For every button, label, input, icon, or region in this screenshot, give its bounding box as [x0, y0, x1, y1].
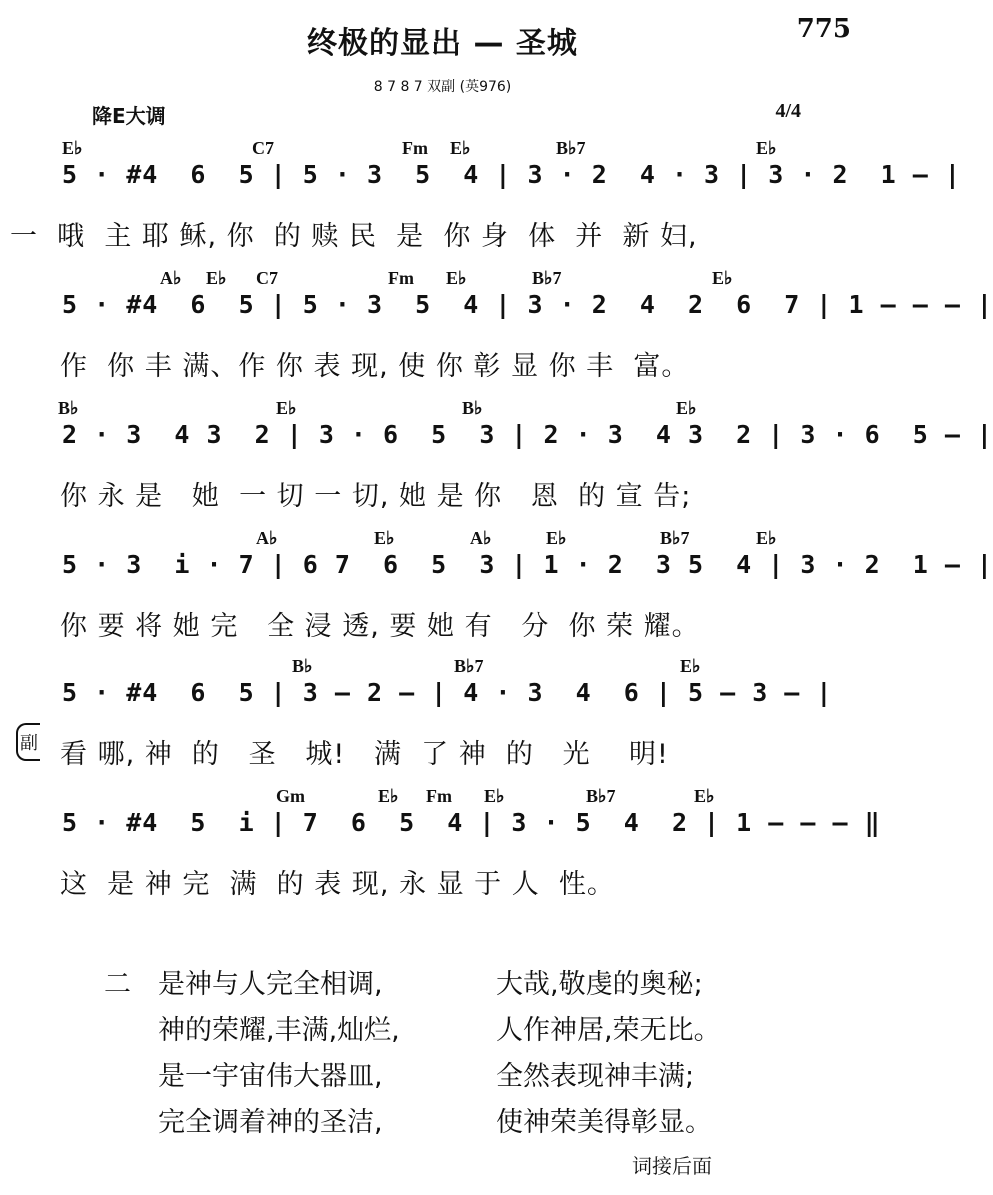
chord-symbol: B♭ — [292, 656, 313, 676]
lyric-line: 你 要 将 她 完 全 浸 透, 要 她 有 分 你 荣 耀。 — [60, 611, 700, 642]
chord-symbol: Fm — [402, 138, 428, 158]
notation-line: 5 · #4 6 5 | 3 — 2 — | 4 · 3 4 6 | 5 — 3 — | — [62, 678, 833, 707]
chord-symbol: B♭7 — [586, 786, 616, 806]
chord-symbol: B♭ — [462, 398, 483, 418]
chord-symbol: Gm — [276, 786, 305, 806]
chord-symbol: E♭ — [450, 138, 471, 158]
notation-line: 2 · 3 4 3 2 | 3 · 6 5 3 | 2 · 3 4 3 2 | 3 · 6 5 — | — [62, 420, 993, 449]
chord-symbol: B♭7 — [660, 528, 690, 548]
chord-symbol: E♭ — [712, 268, 733, 288]
time-signature: 4/4 — [775, 100, 801, 122]
key-signature: 降E大调 — [92, 104, 166, 128]
verse-line-right: 全然表现神丰满; — [496, 1061, 695, 1092]
chord-symbol: E♭ — [756, 138, 777, 158]
chorus-marker: 副 — [16, 723, 40, 761]
notation-line: 5 · #4 6 5 | 5 · 3 5 4 | 3 · 2 4 2 6 7 | 1 — — — | — [62, 290, 993, 319]
chord-symbol: C7 — [252, 138, 274, 158]
lyric-line: 看 哪, 神 的 圣 城! 满 了 神 的 光 明! — [60, 739, 669, 770]
chord-symbol: A♭ — [470, 528, 492, 548]
notation-line: 5 · #4 5 i | 7 6 5 4 | 3 · 5 4 2 | 1 — — — ‖ — [62, 808, 881, 837]
chord-symbol: E♭ — [680, 656, 701, 676]
continuation-note: 词接后面 — [632, 1154, 712, 1178]
verse-number: 二 — [104, 969, 131, 1000]
lyric-line: 一 哦 主 耶 稣, 你 的 赎 民 是 你 身 体 并 新 妇, — [10, 221, 698, 252]
chord-symbol: E♭ — [756, 528, 777, 548]
verse-line-right: 大哉,敬虔的奥秘; — [496, 969, 703, 1000]
chord-symbol: B♭7 — [454, 656, 484, 676]
chord-symbol: E♭ — [374, 528, 395, 548]
verse-line-left: 完全调着神的圣洁, — [158, 1107, 383, 1138]
chord-symbol: A♭ — [160, 268, 182, 288]
chord-symbol: E♭ — [676, 398, 697, 418]
chord-symbol: E♭ — [378, 786, 399, 806]
chord-symbol: E♭ — [484, 786, 505, 806]
chord-symbol: E♭ — [62, 138, 83, 158]
notation-line: 5 · #4 6 5 | 5 · 3 5 4 | 3 · 2 4 · 3 | 3 · 2 1 — | — [62, 160, 961, 189]
verse-line-left: 是一宇宙伟大器皿, — [158, 1061, 383, 1092]
lyric-line: 这 是 神 完 满 的 表 现, 永 显 于 人 性。 — [60, 869, 615, 900]
chord-symbol: E♭ — [694, 786, 715, 806]
lyric-line: 你 永 是 她 一 切 一 切, 她 是 你 恩 的 宣 告; — [60, 481, 692, 512]
chord-symbol: C7 — [256, 268, 278, 288]
chord-symbol: B♭7 — [532, 268, 562, 288]
chord-symbol: Fm — [388, 268, 414, 288]
notation-line: 5 · 3 i · 7 | 6 7 6 5 3 | 1 · 2 3 5 4 | 3 · 2 1 — | — [62, 550, 993, 579]
verse-line-right: 人作神居,荣无比。 — [496, 1015, 721, 1046]
verse-line-left: 是神与人完全相调, — [158, 969, 383, 1000]
chord-symbol: A♭ — [256, 528, 278, 548]
chord-symbol: Fm — [426, 786, 452, 806]
chord-symbol: B♭ — [58, 398, 79, 418]
meter-info: 8 7 8 7 双副 (英976) — [373, 79, 512, 95]
hymn-title: 终极的显出 — 圣城 — [307, 26, 578, 61]
chord-symbol: E♭ — [446, 268, 467, 288]
chord-symbol: E♭ — [546, 528, 567, 548]
chord-symbol: B♭7 — [556, 138, 586, 158]
page-number: 775 — [796, 14, 851, 44]
chord-symbol: E♭ — [206, 268, 227, 288]
lyric-line: 作 你 丰 满、作 你 表 现, 使 你 彰 显 你 丰 富。 — [60, 351, 690, 382]
chord-symbol: E♭ — [276, 398, 297, 418]
verse-line-left: 神的荣耀,丰满,灿烂, — [158, 1015, 400, 1046]
verse-line-right: 使神荣美得彰显。 — [496, 1107, 712, 1138]
